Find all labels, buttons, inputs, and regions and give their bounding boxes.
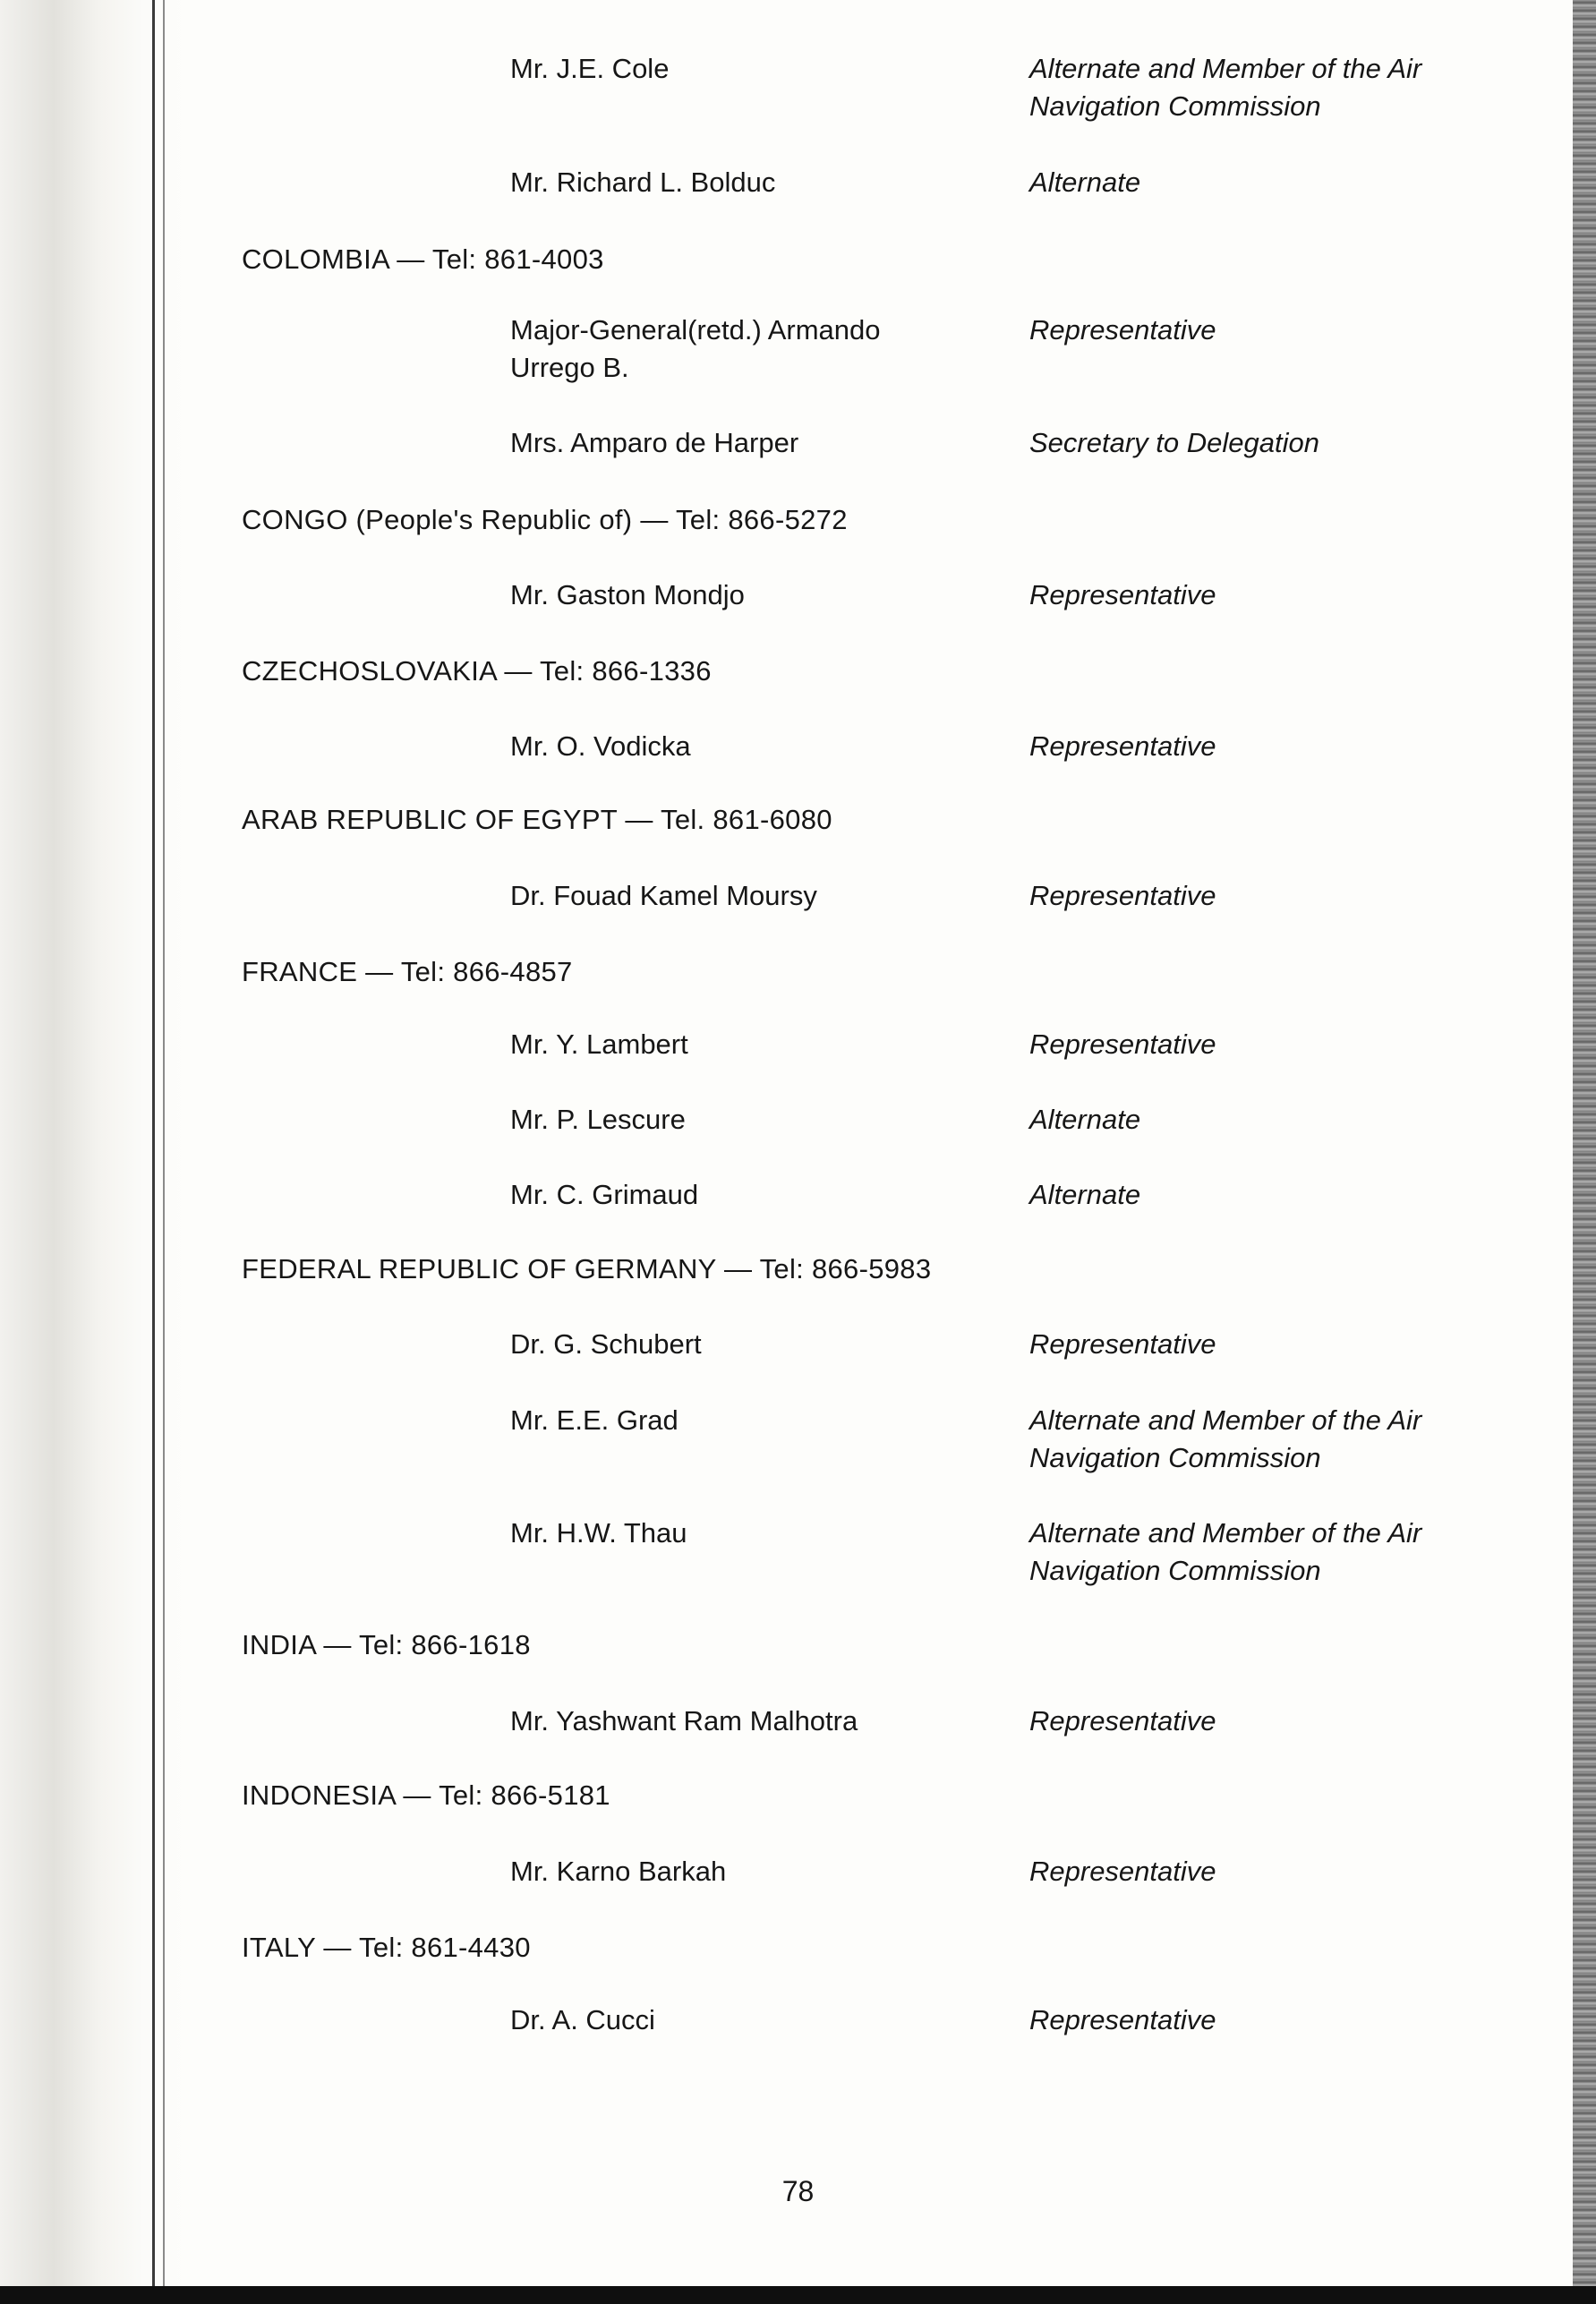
delegate-role: Representative [1029, 880, 1216, 911]
delegate-role: Alternate [1029, 166, 1141, 198]
delegate-role: Representative [1029, 1328, 1216, 1360]
delegate-name: Mr. Yashwant Ram Malhotra [510, 1705, 858, 1737]
country-heading: COLOMBIA — Tel: 861-4003 [242, 243, 604, 275]
delegate-name: Dr. A. Cucci [510, 2004, 655, 2035]
delegate-role: Alternate and Member of the Air Navigation Commission [1029, 1404, 1422, 1473]
delegate-role: Alternate and Member of the Air Navigation Commission [1029, 53, 1422, 122]
delegate-name: Mr. E.E. Grad [510, 1404, 679, 1436]
delegate-name: Mr. O. Vodicka [510, 730, 691, 762]
delegate-name: Mr. P. Lescure [510, 1104, 686, 1135]
delegate-name: Major-General(retd.) Armando Urrego B. [510, 314, 881, 383]
delegate-role: Alternate [1029, 1104, 1141, 1135]
country-heading: FEDERAL REPUBLIC OF GERMANY — Tel: 866-5983 [242, 1253, 932, 1284]
delegate-role: Representative [1029, 730, 1216, 762]
delegate-name: Dr. G. Schubert [510, 1328, 702, 1360]
delegate-name: Mr. Karno Barkah [510, 1856, 727, 1887]
delegate-name: Mr. H.W. Thau [510, 1517, 687, 1549]
country-heading: ARAB REPUBLIC OF EGYPT — Tel. 861-6080 [242, 804, 832, 835]
delegate-name: Mr. J.E. Cole [510, 53, 670, 84]
delegate-role: Representative [1029, 1705, 1216, 1737]
delegate-role: Representative [1029, 314, 1216, 346]
country-heading: CONGO (People's Republic of) — Tel: 866-5272 [242, 504, 848, 535]
page-number: 78 [781, 2175, 815, 2207]
delegate-role: Representative [1029, 2004, 1216, 2035]
country-heading: FRANCE — Tel: 866-4857 [242, 956, 573, 987]
delegate-role: Representative [1029, 1856, 1216, 1887]
delegate-role: Secretary to Delegation [1029, 427, 1319, 458]
delegate-name: Mr. Gaston Mondjo [510, 579, 745, 610]
delegate-role: Alternate and Member of the Air Navigation Commission [1029, 1517, 1422, 1586]
country-heading: INDONESIA — Tel: 866-5181 [242, 1779, 610, 1811]
country-heading: INDIA — Tel: 866-1618 [242, 1629, 531, 1660]
delegate-role: Representative [1029, 579, 1216, 610]
delegate-role: Alternate [1029, 1179, 1141, 1210]
delegate-name: Mr. C. Grimaud [510, 1179, 699, 1210]
country-heading: CZECHOSLOVAKIA — Tel: 866-1336 [242, 655, 712, 687]
delegate-name: Mrs. Amparo de Harper [510, 427, 799, 458]
country-heading: ITALY — Tel: 861-4430 [242, 1932, 531, 1963]
delegate-name: Mr. Y. Lambert [510, 1028, 688, 1060]
delegate-name: Dr. Fouad Kamel Moursy [510, 880, 817, 911]
delegate-role: Representative [1029, 1028, 1216, 1060]
delegate-name: Mr. Richard L. Bolduc [510, 166, 776, 198]
